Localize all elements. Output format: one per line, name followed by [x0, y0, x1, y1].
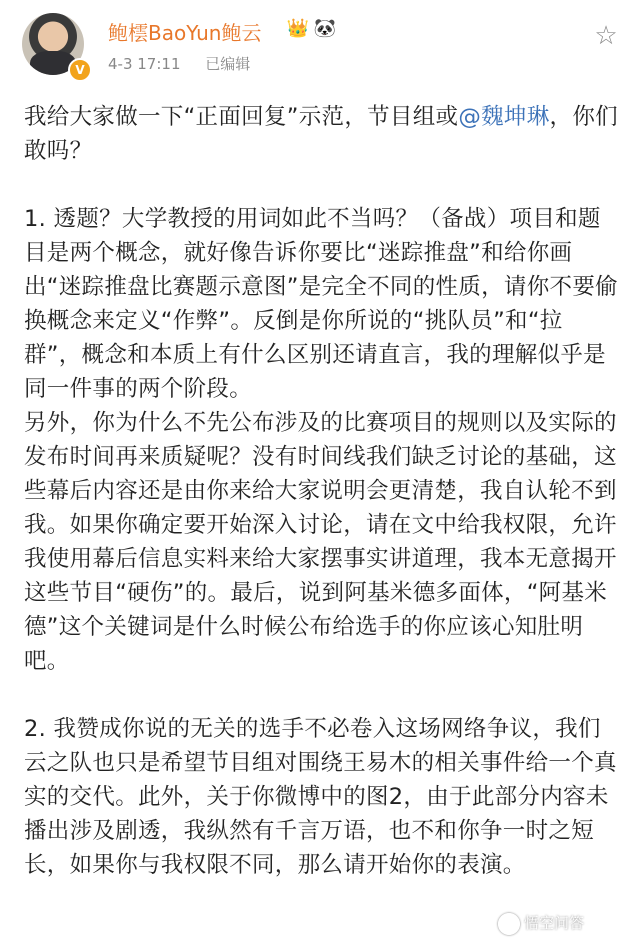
- intro-tail: ，你们敢吗？: [24, 104, 618, 164]
- paragraph-gap: [24, 168, 620, 202]
- post-content: [24, 100, 620, 882]
- crown-badge-icon[interactable]: 👑: [286, 18, 310, 39]
- username[interactable]: 鲍橒BaoYun鲍云: [108, 21, 262, 45]
- watermark: [498, 912, 584, 935]
- edited-label: 已编辑: [205, 55, 251, 73]
- point-1-continued-paragraph: 另外，你为什么不先公布涉及的比赛项目的规则以及实际的发布时间再来质疑呢？没有时间线我们缺乏讨论的基础，这些幕后内容还是由你来给大家说明会更清楚，我自认轮不到我。如果你确定要开始深入讨论，请在文中给我权限，允许我使用幕后信息实料来给大家摆事实讲道理，我本无意揭开这些节目“硬伤”的。最后，说到阿基米德多面体，“阿基米德”这个关键词是什么时候公布给选手的你应该心知肚明吧。: [24, 410, 617, 674]
- point-1-paragraph: 1. 透题？大学教授的用词如此不当吗？（备战）项目和题目是两个概念，就好像告诉你要比“迷踪推盘”和给你画出“迷踪推盘比赛题示意图”是完全不同的性质，请你不要偷换概念来定义“作弊”。反倒是你所说的“挑队员”和“拉群”，概念和本质上有什么区别还请直言，我的理解似乎是同一件事的两个阶段。: [24, 206, 618, 402]
- panda-badge-icon[interactable]: 🐼: [313, 18, 337, 39]
- paragraph-gap: [24, 678, 620, 712]
- verified-icon: V: [68, 58, 92, 82]
- mention-link[interactable]: @魏坤琳: [458, 104, 550, 130]
- post-meta: [108, 53, 250, 74]
- post-header: [0, 0, 640, 90]
- watermark-text: 悟空问答: [524, 914, 585, 932]
- intro-text: 我给大家做一下“正面回复”示范，节目组或: [24, 104, 459, 130]
- point-2-paragraph: 2. 我赞成你说的无关的选手不必卷入这场网络争议，我们云之队也只是希望节目组对围绕王易木的相关事件给一个真实的交代。此外，关于你微博中的图2，由于此部分内容未播出涉及剧透，我纵然有千言万语，也不和你争一时之短长，如果你与我权限不同，那么请开始你的表演。: [24, 716, 617, 878]
- timestamp: 4-3 17:11: [108, 55, 181, 73]
- wukong-logo-icon: [498, 913, 520, 935]
- star-icon[interactable]: ☆: [594, 21, 618, 51]
- intro-paragraph: [24, 100, 620, 168]
